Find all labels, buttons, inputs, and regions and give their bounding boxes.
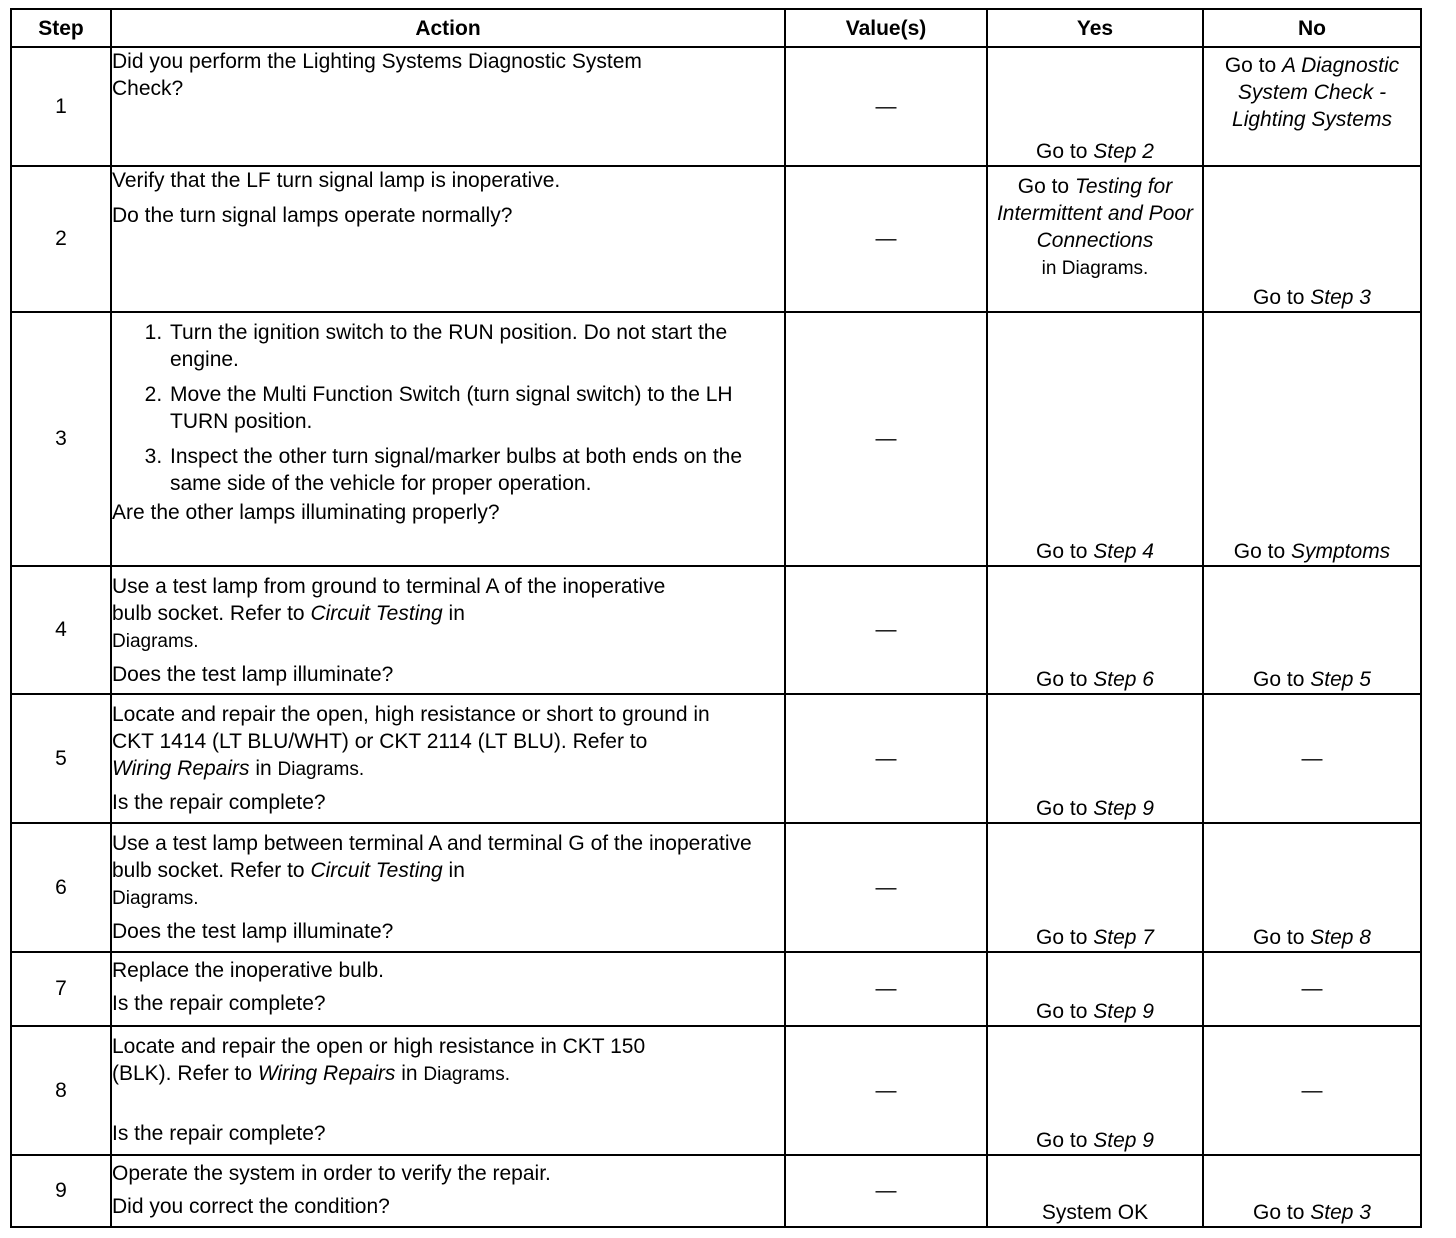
step-number: 9 (11, 1155, 111, 1227)
yes-pre: Go to (1036, 668, 1094, 692)
no-dash: — (1301, 1078, 1323, 1102)
action-question: Did you correct the condition? (112, 1194, 390, 1218)
action-cell (111, 1155, 785, 1227)
yes-cell (987, 1155, 1203, 1227)
no-pre: Go to (1253, 286, 1311, 310)
value-dash: — (875, 618, 897, 642)
yes-cell (987, 952, 1203, 1026)
action-small: Diagrams. (277, 759, 365, 781)
value-cell (785, 952, 987, 1026)
yes-link[interactable]: Step 4 (1093, 539, 1154, 563)
action-link[interactable]: Circuit Testing (310, 858, 443, 882)
list-item: 1. Turn the ignition switch to the RUN position. Do not start the engine. (168, 319, 784, 373)
no-pre: Go to (1253, 925, 1311, 949)
yes-pre: Go to (1036, 796, 1094, 820)
yes-link[interactable]: Step 9 (1093, 796, 1154, 820)
no-link[interactable]: A Diagnostic System Check - Lighting Systems (1232, 54, 1400, 131)
yes-pre: Go to (1036, 539, 1094, 563)
action-question: Does the test lamp illuminate? (112, 662, 394, 686)
yes-link[interactable]: Step 7 (1093, 925, 1154, 949)
step-number: 4 (11, 566, 111, 695)
yes-pre: Go to (1036, 1128, 1094, 1152)
no-cell (1203, 1026, 1421, 1155)
step-number: 3 (11, 312, 111, 565)
list-item: 3. Inspect the other turn signal/marker bulbs at both ends on the same side of the vehicle for proper operation. (168, 443, 784, 497)
action-text-post: in (249, 757, 278, 781)
yes-cell (987, 566, 1203, 695)
action-cell (111, 952, 785, 1026)
diagnostic-table (10, 8, 1422, 1228)
action-steps-list (112, 319, 784, 497)
no-cell (1203, 694, 1421, 823)
header-no: No (1203, 9, 1421, 47)
no-pre: Go to (1224, 54, 1283, 77)
value-cell (785, 1155, 987, 1227)
yes-link[interactable]: Step 9 (1093, 1128, 1154, 1152)
yes-cell (987, 823, 1203, 952)
action-text-post: in (442, 601, 465, 625)
action-text: Operate the system in order to verify the repair. (112, 1161, 551, 1185)
step-number: 1 (11, 47, 111, 166)
action-text: Verify that the LF turn signal lamp is inoperative. (112, 168, 561, 192)
yes-cell (987, 1026, 1203, 1155)
action-text: Use a test lamp from ground to terminal A of the inoperative bulb socket. Refer to (112, 574, 666, 625)
no-link[interactable]: Step 3 (1310, 286, 1371, 310)
yes-link[interactable]: Testing for Intermittent and Poor Connections (996, 174, 1194, 252)
value-dash: — (875, 227, 897, 251)
table-row (11, 1155, 1421, 1227)
value-dash: — (875, 1179, 897, 1203)
no-cell (1203, 166, 1421, 313)
action-cell (111, 1026, 785, 1155)
value-dash: — (875, 875, 897, 899)
action-text: Replace the inoperative bulb. (112, 958, 385, 982)
action-small: Diagrams. (112, 887, 199, 909)
no-cell (1203, 47, 1421, 166)
yes-cell (987, 166, 1203, 313)
action-cell (111, 694, 785, 823)
yes-post: in Diagrams. (1041, 257, 1149, 279)
no-cell (1203, 952, 1421, 1026)
yes-cell (987, 312, 1203, 565)
table-row (11, 47, 1421, 166)
value-cell (785, 312, 987, 565)
action-text-post: in (442, 858, 465, 882)
table-row (11, 566, 1421, 695)
yes-link[interactable]: Step 9 (1093, 999, 1154, 1023)
action-cell (111, 312, 785, 565)
action-text: Locate and repair the open, high resistance or short to ground in CKT 1414 (LT BLU/WHT) or CKT 2114 (LT BLU). Refer to (112, 703, 710, 754)
action-cell (111, 166, 785, 313)
action-question: Is the repair complete? (112, 1121, 326, 1145)
header-value: Value(s) (785, 9, 987, 47)
header-step: Step (11, 9, 111, 47)
step-number: 5 (11, 694, 111, 823)
action-question: Do the turn signal lamps operate normally? (112, 203, 513, 227)
no-link[interactable]: Symptoms (1291, 539, 1391, 563)
step-number: 8 (11, 1026, 111, 1155)
table-row (11, 952, 1421, 1026)
step-number: 6 (11, 823, 111, 952)
action-text: Did you perform the Lighting Systems Diagnostic System Check? (112, 50, 642, 100)
action-text: Locate and repair the open or high resistance in CKT 150 (BLK). Refer to (112, 1034, 646, 1085)
no-dash: — (1301, 747, 1323, 771)
action-question: Is the repair complete? (112, 991, 326, 1015)
yes-pre: Go to (1036, 139, 1094, 163)
no-dash: — (1301, 977, 1323, 1001)
yes-pre: Go to (1036, 999, 1094, 1023)
action-link[interactable]: Wiring Repairs (112, 757, 250, 781)
table-row (11, 823, 1421, 952)
table-row (11, 166, 1421, 313)
no-link[interactable]: Step 3 (1310, 1201, 1371, 1224)
header-yes: Yes (987, 9, 1203, 47)
no-pre: Go to (1233, 539, 1291, 563)
step-number: 2 (11, 166, 111, 313)
yes-status: System OK (1041, 1201, 1149, 1224)
value-dash: — (875, 977, 897, 1001)
no-cell (1203, 312, 1421, 565)
no-cell (1203, 823, 1421, 952)
action-link[interactable]: Circuit Testing (310, 601, 443, 625)
value-cell (785, 566, 987, 695)
value-cell (785, 694, 987, 823)
action-small: Diagrams. (112, 630, 199, 652)
list-item: 2. Move the Multi Function Switch (turn signal switch) to the LH TURN position. (168, 381, 784, 435)
action-cell (111, 47, 785, 166)
action-cell (111, 823, 785, 952)
yes-cell (987, 694, 1203, 823)
action-question: Are the other lamps illuminating properly? (112, 501, 500, 525)
step-number: 7 (11, 952, 111, 1026)
table-row (11, 312, 1421, 565)
action-text: Use a test lamp between terminal A and terminal G of the inoperative bulb socket. Refer to (112, 831, 752, 882)
value-cell (785, 47, 987, 166)
no-pre: Go to (1253, 668, 1311, 692)
action-text-post: in (395, 1061, 424, 1085)
action-link[interactable]: Wiring Repairs (257, 1061, 396, 1085)
value-cell (785, 823, 987, 952)
no-pre: Go to (1253, 1201, 1311, 1224)
action-question: Does the test lamp illuminate? (112, 919, 394, 943)
action-small: Diagrams. (423, 1063, 510, 1085)
value-dash: — (875, 1078, 897, 1102)
no-link[interactable]: Step 8 (1310, 925, 1371, 949)
yes-link[interactable]: Step 6 (1093, 668, 1154, 692)
yes-cell (987, 47, 1203, 166)
header-action: Action (111, 9, 785, 47)
action-cell (111, 566, 785, 695)
no-cell (1203, 1155, 1421, 1227)
no-link[interactable]: Step 5 (1310, 668, 1371, 692)
value-dash: — (875, 747, 897, 771)
no-cell (1203, 566, 1421, 695)
value-dash: — (875, 94, 897, 118)
header-row (11, 9, 1421, 47)
action-question: Is the repair complete? (112, 791, 326, 815)
value-cell (785, 1026, 987, 1155)
table-row (11, 694, 1421, 823)
table-row (11, 1026, 1421, 1155)
yes-pre: Go to (1036, 925, 1094, 949)
yes-link[interactable]: Step 2 (1093, 139, 1154, 163)
yes-pre: Go to (1017, 174, 1075, 198)
value-dash: — (875, 427, 897, 451)
value-cell (785, 166, 987, 313)
